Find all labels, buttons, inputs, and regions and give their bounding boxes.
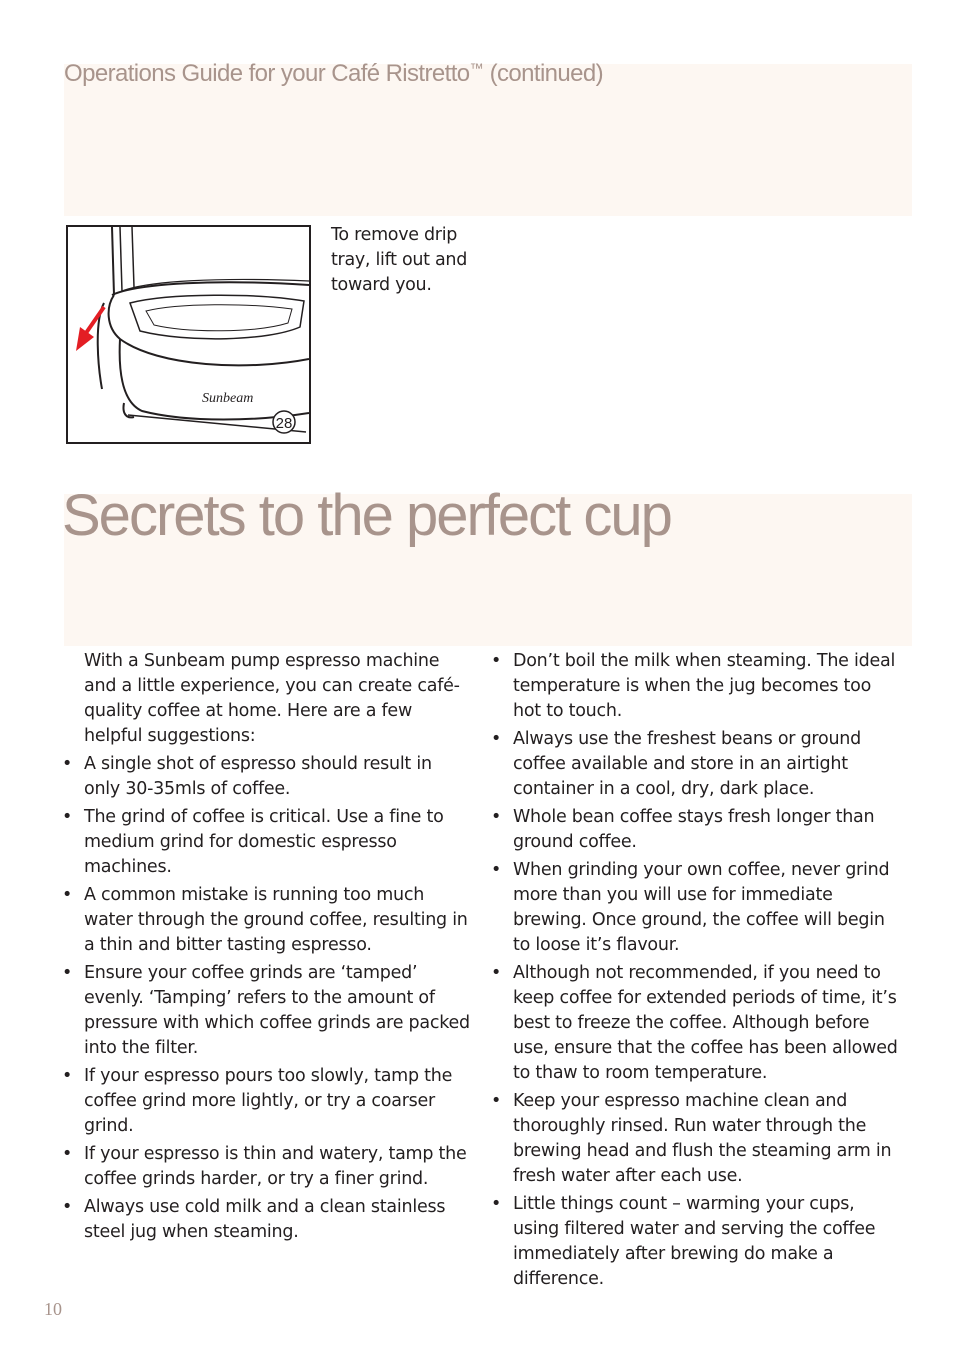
left-column bbox=[60, 649, 470, 1248]
bullet-icon: • bbox=[62, 1197, 73, 1217]
bullet-item bbox=[489, 727, 899, 802]
bullet-text: Ensure your coffee grinds are ‘tamped’ evenly. ‘Tamping’ refers to the amount of pressure with which coffee grinds are packed into the filter. bbox=[84, 963, 470, 1058]
bullet-text: A single shot of espresso should result in only 30-35mls of coffee. bbox=[84, 754, 432, 799]
bullet-text: The grind of coffee is critical. Use a fine to medium grind for domestic espresso machines. bbox=[84, 807, 444, 877]
bullet-item bbox=[60, 752, 470, 802]
bullet-text: Don’t boil the milk when steaming. The ideal temperature is when the jug becomes too hot to touch. bbox=[513, 651, 896, 721]
bullet-icon: • bbox=[491, 860, 502, 880]
intro-paragraph: With a Sunbeam pump espresso machine and a little experience, you can create café-quality coffee at home. Here are a few helpful suggestions: bbox=[84, 651, 460, 746]
bullet-text: Keep your espresso machine clean and thoroughly rinsed. Run water through the brewing head and flush the steaming arm in fresh water after each use. bbox=[513, 1091, 892, 1186]
bullet-icon: • bbox=[491, 1091, 502, 1111]
bullet-item bbox=[60, 1195, 470, 1245]
bullet-text: When grinding your own coffee, never grind more than you will use for immediate brewing. Once ground, the coffee will begin to loose it’s flavour. bbox=[513, 860, 890, 955]
bullet-icon: • bbox=[491, 651, 502, 671]
left-bullet-list bbox=[60, 752, 470, 1245]
page-header-title bbox=[64, 60, 603, 88]
sunbeam-logo: Sunbeam bbox=[202, 391, 254, 406]
bullet-item bbox=[60, 805, 470, 880]
arrow-icon bbox=[86, 307, 104, 333]
bullet-icon: • bbox=[491, 729, 502, 749]
page-number: 10 bbox=[44, 1299, 62, 1319]
bullet-icon: • bbox=[62, 807, 73, 827]
bullet-item bbox=[489, 858, 899, 958]
bullet-text: Little things count – warming your cups, using filtered water and serving the coffee immediately after brewing do make a difference. bbox=[513, 1194, 876, 1289]
bullet-item bbox=[489, 649, 899, 724]
arrow-head-icon bbox=[76, 327, 94, 351]
bullet-item bbox=[60, 1064, 470, 1139]
bullet-text: If your espresso pours too slowly, tamp the coffee grind more lightly, or try a coarser grind. bbox=[84, 1066, 453, 1136]
trademark-symbol: ™ bbox=[469, 60, 484, 76]
bullet-text: Always use the freshest beans or ground coffee available and store in an airtight container in a cool, dry, dark place. bbox=[513, 729, 861, 799]
header-title-suffix: (continued) bbox=[483, 60, 604, 87]
bullet-text: Although not recommended, if you need to keep coffee for extended periods of time, it’s best to freeze the coffee. Although before use, ensure that the coffee has been allowed to thaw to room temperature. bbox=[513, 963, 898, 1083]
drip-tray-illustration bbox=[66, 225, 311, 444]
header-title-text: Operations Guide for your Café Ristretto bbox=[64, 60, 470, 87]
bullet-icon: • bbox=[62, 754, 73, 774]
bullet-icon: • bbox=[491, 963, 502, 983]
right-bullet-list bbox=[489, 649, 899, 1292]
bullet-icon: • bbox=[491, 807, 502, 827]
bullet-icon: • bbox=[62, 885, 73, 905]
bullet-text: If your espresso is thin and watery, tamp the coffee grinds harder, or try a finer grind. bbox=[84, 1144, 467, 1189]
bullet-item bbox=[489, 805, 899, 855]
step-number: 28 bbox=[275, 415, 293, 432]
bullet-item bbox=[489, 1089, 899, 1189]
bullet-icon: • bbox=[491, 1194, 502, 1214]
section-title: Secrets to the perfect cup bbox=[62, 483, 671, 548]
bullet-item bbox=[489, 961, 899, 1086]
bullet-item bbox=[60, 961, 470, 1061]
bullet-text: Always use cold milk and a clean stainless steel jug when steaming. bbox=[84, 1197, 446, 1242]
bullet-item bbox=[489, 1192, 899, 1292]
right-column bbox=[489, 649, 899, 1295]
drip-tray-drawing bbox=[68, 227, 309, 442]
bullet-text: Whole bean coffee stays fresh longer than ground coffee. bbox=[513, 807, 875, 852]
bullet-icon: • bbox=[62, 963, 73, 983]
bullet-text: A common mistake is running too much water through the ground coffee, resulting in a thin and bitter tasting espresso. bbox=[84, 885, 468, 955]
bullet-icon: • bbox=[62, 1066, 73, 1086]
bullet-item bbox=[60, 883, 470, 958]
bullet-icon: • bbox=[62, 1144, 73, 1164]
figure-caption: To remove drip tray, lift out and toward you. bbox=[331, 225, 468, 295]
bullet-item bbox=[60, 1142, 470, 1192]
